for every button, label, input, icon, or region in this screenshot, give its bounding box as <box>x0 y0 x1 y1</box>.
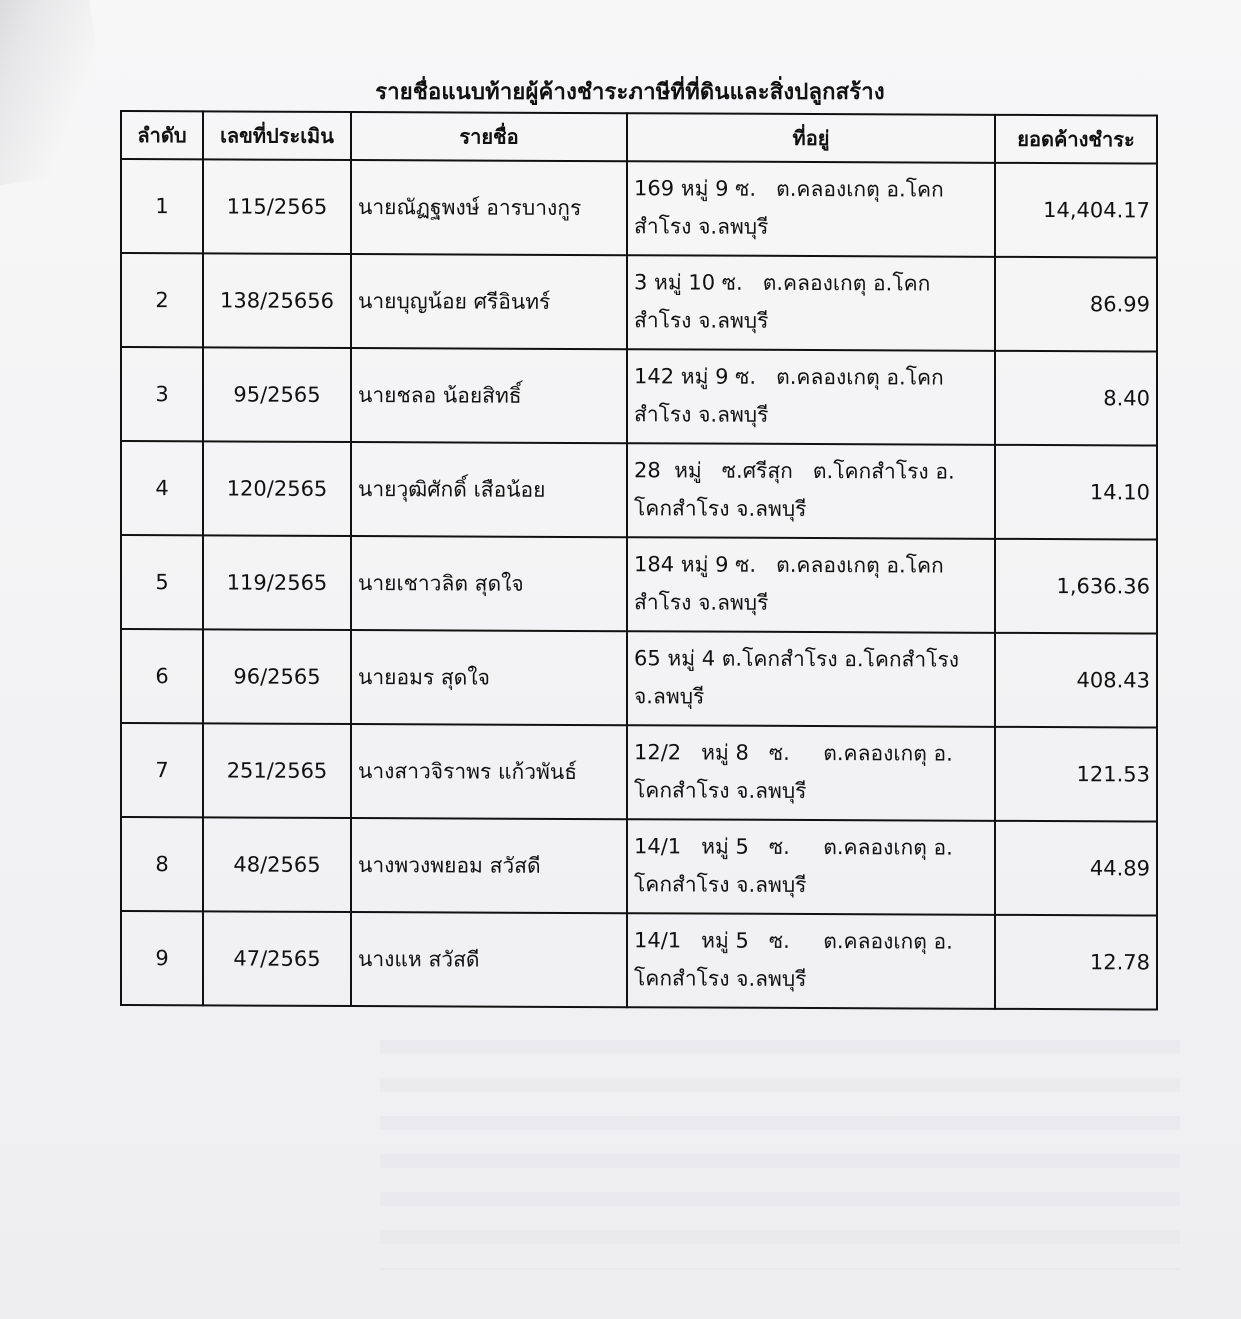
cell-address: 65 หมู่ 4 ต.โคกสำโรง อ.โคกสำโรง จ.ลพบุรี <box>627 631 995 727</box>
cell-idx: 4 <box>121 441 203 535</box>
document-title: รายชื่อแนบท้ายผู้ค้างชำระภาษีที่ที่ดินและสิ่งปลูกสร้าง <box>375 80 885 105</box>
cell-assess-no: 251/2565 <box>203 723 351 818</box>
header-idx: ลำดับ <box>121 111 203 159</box>
cell-address: 184 หมู่ 9 ซ. ต.คลองเกตุ อ.โคก สำโรง จ.ลพบุรี <box>627 537 995 633</box>
cell-amount: 1,636.36 <box>995 539 1157 634</box>
cell-idx: 5 <box>121 535 203 629</box>
cell-assess-no: 120/2565 <box>203 441 351 536</box>
cell-assess-no: 96/2565 <box>203 629 351 724</box>
cell-amount: 14,404.17 <box>995 163 1157 258</box>
cell-address: 28 หมู่ ซ.ศรีสุก ต.โคกสำโรง อ. โคกสำโรง จ.ลพบุรี <box>627 443 995 539</box>
cell-address: 169 หมู่ 9 ซ. ต.คลองเกตุ อ.โคก สำโรง จ.ลพบุรี <box>627 161 995 257</box>
cell-address: 142 หมู่ 9 ซ. ต.คลองเกตุ อ.โคก สำโรง จ.ลพบุรี <box>627 349 995 445</box>
page-fold-shadow <box>0 0 113 189</box>
table-row <box>121 535 1157 634</box>
table-header-row <box>121 111 1157 164</box>
bleed-through-texture <box>380 1040 1180 1270</box>
table-row <box>121 817 1157 916</box>
table-row <box>121 911 1157 1010</box>
cell-address: 14/1 หมู่ 5 ซ. ต.คลองเกตุ อ. โคกสำโรง จ.ลพบุรี <box>627 819 995 915</box>
table-row <box>121 629 1157 728</box>
cell-assess-no: 119/2565 <box>203 535 351 630</box>
header-name: รายชื่อ <box>351 112 627 161</box>
cell-name: นายเชาวลิต สุดใจ <box>351 536 627 631</box>
cell-assess-no: 48/2565 <box>203 817 351 912</box>
cell-idx: 3 <box>121 347 203 441</box>
table-row <box>121 159 1157 258</box>
cell-idx: 2 <box>121 253 203 347</box>
cell-assess-no: 138/25656 <box>203 253 351 348</box>
cell-amount: 121.53 <box>995 727 1157 822</box>
cell-amount: 8.40 <box>995 351 1157 446</box>
table-row <box>121 347 1157 446</box>
cell-assess-no: 115/2565 <box>203 159 351 254</box>
cell-amount: 408.43 <box>995 633 1157 728</box>
header-address: ที่อยู่ <box>627 113 995 163</box>
cell-idx: 7 <box>121 723 203 817</box>
arrears-table <box>120 110 1158 1011</box>
cell-name: นางพวงพยอม สวัสดี <box>351 818 627 913</box>
header-amount: ยอดค้างชำระ <box>995 115 1157 164</box>
cell-assess-no: 47/2565 <box>203 911 351 1006</box>
cell-amount: 86.99 <box>995 257 1157 352</box>
cell-name: นางแห สวัสดี <box>351 912 627 1007</box>
cell-idx: 8 <box>121 817 203 911</box>
cell-name: นายอมร สุดใจ <box>351 630 627 725</box>
cell-amount: 12.78 <box>995 915 1157 1010</box>
cell-name: นายบุญน้อย ศรีอินทร์ <box>351 254 627 349</box>
cell-address: 14/1 หมู่ 5 ซ. ต.คลองเกตุ อ. โคกสำโรง จ.ลพบุรี <box>627 913 995 1009</box>
cell-amount: 44.89 <box>995 821 1157 916</box>
table-row <box>121 253 1157 352</box>
table-row <box>121 723 1157 822</box>
cell-assess-no: 95/2565 <box>203 347 351 442</box>
cell-name: นายชลอ น้อยสิทธิ์ <box>351 348 627 443</box>
cell-amount: 14.10 <box>995 445 1157 540</box>
cell-name: นายณัฏฐพงษ์ อารบางกูร <box>351 160 627 255</box>
cell-address: 12/2 หมู่ 8 ซ. ต.คลองเกตุ อ. โคกสำโรง จ.ลพบุรี <box>627 725 995 821</box>
cell-idx: 6 <box>121 629 203 723</box>
cell-name: นางสาวจิราพร แก้วพันธ์ <box>351 724 627 819</box>
cell-idx: 9 <box>121 911 203 1005</box>
header-assess-no: เลขที่ประเมิน <box>203 111 351 160</box>
table-row <box>121 441 1157 540</box>
cell-address: 3 หมู่ 10 ซ. ต.คลองเกตุ อ.โคก สำโรง จ.ลพบุรี <box>627 255 995 351</box>
cell-idx: 1 <box>121 159 203 253</box>
cell-name: นายวุฒิศักดิ์ เสือน้อย <box>351 442 627 537</box>
